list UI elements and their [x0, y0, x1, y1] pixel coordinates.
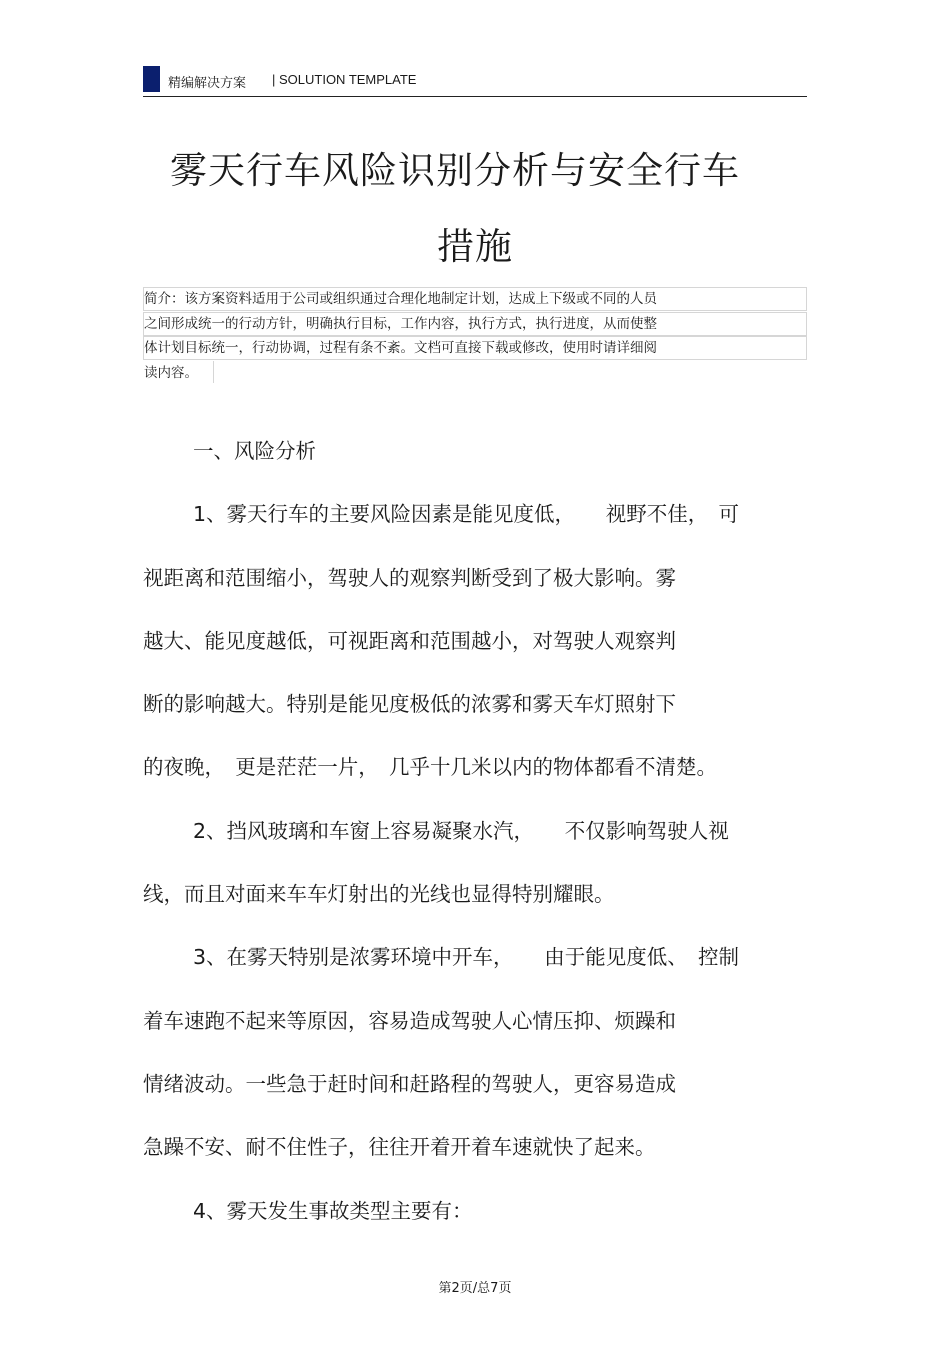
document-body — [143, 420, 807, 1243]
document-title-line-1: 雾天行车风险识别分析与安全行车 — [170, 149, 740, 192]
intro-box — [143, 287, 807, 385]
intro-line: 体计划目标统一，行动协调，过程有条不紊。文档可直接下载或修改，使用时请详细阅 — [144, 340, 657, 356]
paragraph-line: 视距离和范围缩小，驾驶人的观察判断受到了极大影响。雾 — [143, 565, 676, 590]
page-header — [143, 66, 807, 97]
paragraph-line: 4、雾天发生事故类型主要有： — [193, 1198, 473, 1223]
intro-line: 之间形成统一的行动方针，明确执行目标，工作内容，执行方式，执行进度，从而使整 — [144, 315, 657, 332]
paragraph-line: 1、雾天行车的主要风险因素是能见度低， 视野不佳， 可 — [193, 502, 740, 527]
header-brand: 精编解决方案 — [168, 76, 247, 91]
paragraph-line: 断的影响越大。特别是能见度极低的浓雾和雾天车灯照射下 — [143, 692, 676, 717]
paragraph-line: 着车速跑不起来等原因，容易造成驾驶人心情压抑、烦躁和 — [143, 1008, 676, 1033]
paragraph-line: 线，而且对面来车车灯射出的光线也显得特别耀眼。 — [143, 882, 615, 907]
paragraph-line: 3、在雾天特别是浓雾环境中开车， 由于能见度低、 控制 — [193, 945, 740, 970]
intro-line: 读内容。 — [144, 364, 198, 381]
logo-icon — [143, 66, 160, 92]
paragraph-line: 急躁不安、耐不住性子，往往开着开着车速就快了起来。 — [143, 1135, 656, 1160]
section-heading: 一、风险分析 — [193, 439, 316, 463]
document-title-line-2: 措施 — [437, 225, 513, 268]
page-number: 第2页/总7页 — [438, 1281, 512, 1296]
intro-line: 简介：该方案资料适用于公司或组织通过合理化地制定计划，达成上下级或不同的人员 — [144, 291, 657, 307]
paragraph-line: 的夜晚， 更是茫茫一片， 几乎十几米以内的物体都看不清楚。 — [143, 755, 717, 780]
paragraph-line: 越大、能见度越低，可视距离和范围越小，对驾驶人观察判 — [143, 628, 676, 653]
paragraph-line: 2、挡风玻璃和车窗上容易凝聚水汽， 不仅影响驾驶人视 — [193, 818, 729, 843]
paragraph-line: 情绪波动。一些急于赶时间和赶路程的驾驶人，更容易造成 — [143, 1071, 676, 1096]
header-subtitle: | SOLUTION TEMPLATE — [272, 72, 417, 87]
